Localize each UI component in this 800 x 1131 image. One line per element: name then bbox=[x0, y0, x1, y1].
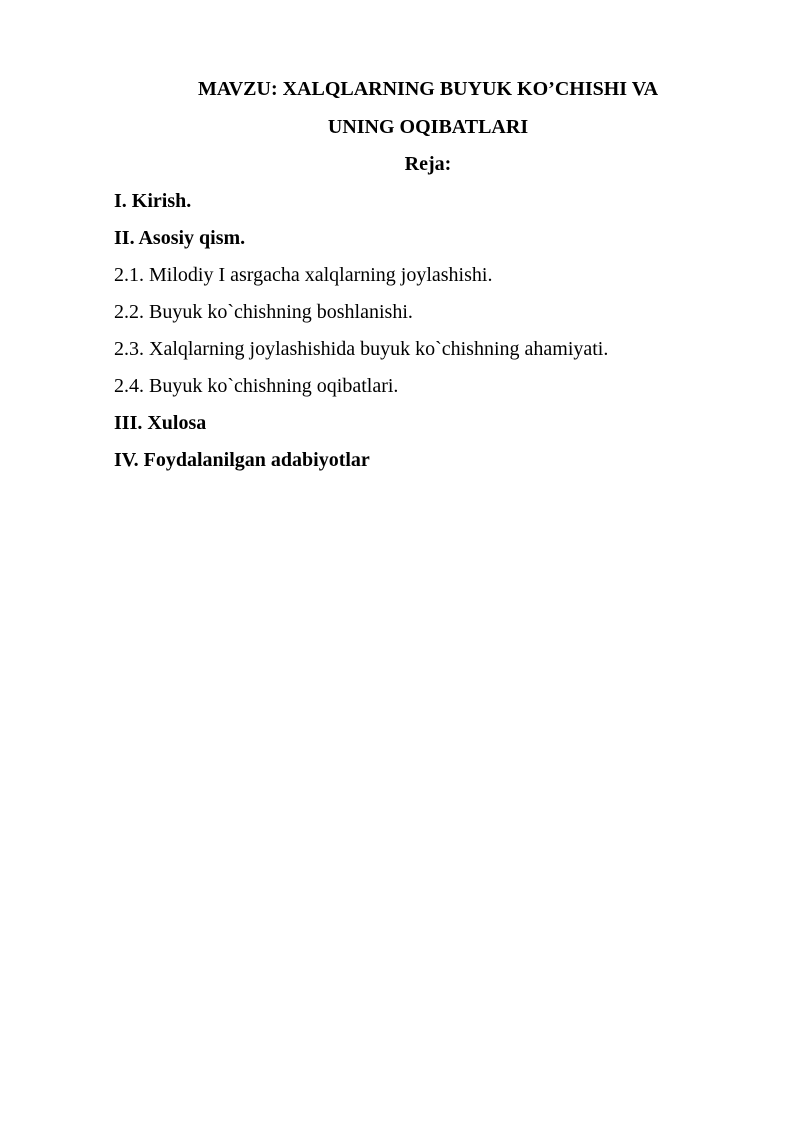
plan-item-conclusion: III. Xulosa bbox=[114, 412, 207, 434]
plan-item-2-1: 2.1. Milodiy I asrgacha xalqlarning joylashishi. bbox=[114, 264, 493, 286]
plan-item-2-4: 2.4. Buyuk ko`chishning oqibatlari. bbox=[114, 375, 399, 397]
plan-item-main-part: II. Asosiy qism. bbox=[114, 227, 246, 249]
plan-item-2-2: 2.2. Buyuk ko`chishning boshlanishi. bbox=[114, 301, 413, 323]
plan-heading: Reja: bbox=[404, 153, 452, 175]
document-title-line-2: UNING OQIBATLARI bbox=[327, 116, 529, 138]
document-title-line-1: MAVZU: XALQLARNING BUYUK KO’CHISHI VA bbox=[197, 78, 659, 100]
plan-item-intro: I. Kirish. bbox=[114, 190, 192, 212]
plan-item-references: IV. Foydalanilgan adabiyotlar bbox=[114, 449, 370, 471]
plan-list bbox=[114, 189, 608, 485]
plan-item-2-3: 2.3. Xalqlarning joylashishida buyuk ko`chishning ahamiyati. bbox=[114, 338, 609, 360]
